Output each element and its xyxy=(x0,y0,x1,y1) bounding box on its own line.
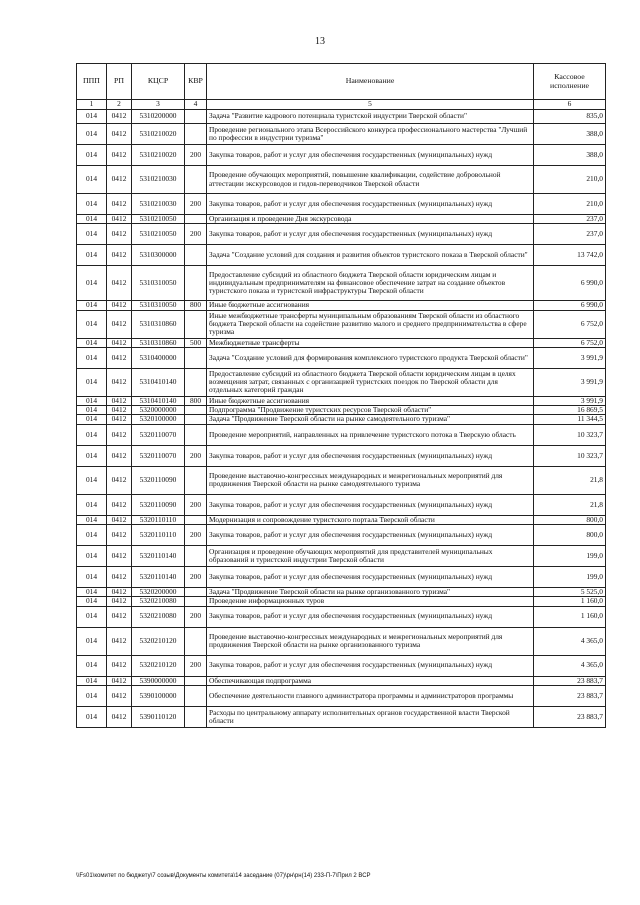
cell-kcsr: 5310210050 xyxy=(132,215,185,224)
table-row xyxy=(77,110,606,124)
cell-ppp: 014 xyxy=(77,245,107,266)
table-row xyxy=(77,194,606,215)
cell-kcsr: 5320110110 xyxy=(132,524,185,545)
cell-kcsr: 5320210080 xyxy=(132,606,185,627)
table-row xyxy=(77,685,606,706)
table-row xyxy=(77,606,606,627)
cell-kvr: 800 xyxy=(185,301,207,310)
cell-name: Проведение выставочно-конгрессных международных и межрегиональных мероприятий для продвижения Тверской области на рынке организованного туризма xyxy=(207,627,534,655)
cell-amount: 237,0 xyxy=(534,224,606,245)
cell-kcsr: 5390100000 xyxy=(132,685,185,706)
cell-name: Расходы по центральному аппарату исполнительных органов государственной власти Тверской области xyxy=(207,706,534,727)
cell-rp: 0412 xyxy=(107,566,132,587)
cell-amount: 388,0 xyxy=(534,145,606,166)
cell-rp: 0412 xyxy=(107,245,132,266)
cell-kvr: 800 xyxy=(185,396,207,405)
table-row xyxy=(77,368,606,396)
cell-name: Задача "Создание условий для создания и развития объектов туристского показа в Тверской области" xyxy=(207,245,534,266)
cell-amount: 4 365,0 xyxy=(534,655,606,676)
cell-rp: 0412 xyxy=(107,627,132,655)
cell-kcsr: 5320110090 xyxy=(132,466,185,494)
cell-kcsr: 5320110070 xyxy=(132,424,185,445)
cell-ppp: 014 xyxy=(77,445,107,466)
table-row xyxy=(77,396,606,405)
cell-kvr xyxy=(185,245,207,266)
budget-execution-table xyxy=(76,63,606,728)
cell-kcsr: 5310200000 xyxy=(132,110,185,124)
cell-ppp: 014 xyxy=(77,466,107,494)
cell-name: Закупка товаров, работ и услуг для обеспечения государственных (муниципальных) нужд xyxy=(207,606,534,627)
cell-amount: 6 990,0 xyxy=(534,301,606,310)
table-row xyxy=(77,597,606,606)
cell-rp: 0412 xyxy=(107,545,132,566)
cell-kvr xyxy=(185,597,207,606)
cell-rp: 0412 xyxy=(107,124,132,145)
cell-amount: 21,8 xyxy=(534,466,606,494)
cell-rp: 0412 xyxy=(107,424,132,445)
cell-kcsr: 5310300000 xyxy=(132,245,185,266)
cell-ppp: 014 xyxy=(77,597,107,606)
cell-kvr xyxy=(185,676,207,685)
cell-amount: 800,0 xyxy=(534,524,606,545)
cell-name: Обеспечение деятельности главного администратора программы и администраторов программы xyxy=(207,685,534,706)
cell-rp: 0412 xyxy=(107,524,132,545)
column-number: 1 xyxy=(77,100,107,110)
cell-name: Закупка товаров, работ и услуг для обеспечения государственных (муниципальных) нужд xyxy=(207,445,534,466)
cell-kcsr: 5310310050 xyxy=(132,266,185,301)
cell-rp: 0412 xyxy=(107,445,132,466)
cell-ppp: 014 xyxy=(77,215,107,224)
table-row xyxy=(77,145,606,166)
cell-amount: 21,8 xyxy=(534,494,606,515)
cell-kvr xyxy=(185,587,207,596)
cell-amount: 3 991,9 xyxy=(534,368,606,396)
cell-ppp: 014 xyxy=(77,685,107,706)
cell-name: Обеспечивающая подпрограмма xyxy=(207,676,534,685)
cell-ppp: 014 xyxy=(77,338,107,347)
cell-amount: 23 883,7 xyxy=(534,676,606,685)
column-number: 2 xyxy=(107,100,132,110)
cell-ppp: 014 xyxy=(77,166,107,194)
header-kvr: КВР xyxy=(185,64,207,100)
table-row xyxy=(77,494,606,515)
cell-rp: 0412 xyxy=(107,494,132,515)
cell-kvr xyxy=(185,406,207,415)
cell-kvr xyxy=(185,627,207,655)
cell-kcsr: 5310210020 xyxy=(132,124,185,145)
cell-name: Закупка товаров, работ и услуг для обеспечения государственных (муниципальных) нужд xyxy=(207,566,534,587)
table-row xyxy=(77,215,606,224)
cell-ppp: 014 xyxy=(77,406,107,415)
cell-ppp: 014 xyxy=(77,194,107,215)
cell-ppp: 014 xyxy=(77,310,107,338)
cell-amount: 199,0 xyxy=(534,545,606,566)
cell-ppp: 014 xyxy=(77,266,107,301)
table-row xyxy=(77,706,606,727)
cell-kcsr: 5310310860 xyxy=(132,338,185,347)
cell-rp: 0412 xyxy=(107,406,132,415)
cell-name: Проведение регионального этапа Всероссийского конкурса профессионального мастерства "Лучший по профессии в индустрии туризма" xyxy=(207,124,534,145)
cell-amount: 1 160,0 xyxy=(534,597,606,606)
cell-rp: 0412 xyxy=(107,310,132,338)
cell-rp: 0412 xyxy=(107,301,132,310)
cell-kcsr: 5310210030 xyxy=(132,166,185,194)
cell-name: Проведение обучающих мероприятий, повышение квалификации, содействие добровольной аттестации экскурсоводов и гидов-переводчиков Тверской области xyxy=(207,166,534,194)
cell-ppp: 014 xyxy=(77,587,107,596)
cell-kcsr: 5320210080 xyxy=(132,597,185,606)
cell-kcsr: 5320100000 xyxy=(132,415,185,424)
cell-kvr xyxy=(185,424,207,445)
header-kcsr: КЦСР xyxy=(132,64,185,100)
cell-kvr xyxy=(185,515,207,524)
cell-kvr: 200 xyxy=(185,224,207,245)
cell-amount: 6 752,0 xyxy=(534,338,606,347)
cell-amount: 237,0 xyxy=(534,215,606,224)
cell-kvr xyxy=(185,466,207,494)
header-rp: РП xyxy=(107,64,132,100)
cell-kvr xyxy=(185,347,207,368)
table-row xyxy=(77,347,606,368)
cell-name: Закупка товаров, работ и услуг для обеспечения государственных (муниципальных) нужд xyxy=(207,494,534,515)
cell-name: Организация и проведение Дня экскурсовода xyxy=(207,215,534,224)
cell-kcsr: 5320210120 xyxy=(132,627,185,655)
cell-ppp: 014 xyxy=(77,124,107,145)
table-row xyxy=(77,515,606,524)
column-number: 4 xyxy=(185,100,207,110)
cell-kcsr: 5390110120 xyxy=(132,706,185,727)
cell-kvr: 200 xyxy=(185,445,207,466)
cell-kcsr: 5320110110 xyxy=(132,515,185,524)
cell-name: Иные бюджетные ассигнования xyxy=(207,301,534,310)
cell-rp: 0412 xyxy=(107,110,132,124)
cell-kcsr: 5320110070 xyxy=(132,445,185,466)
cell-name: Закупка товаров, работ и услуг для обеспечения государственных (муниципальных) нужд xyxy=(207,224,534,245)
cell-kcsr: 5320110140 xyxy=(132,566,185,587)
cell-kcsr: 5320110090 xyxy=(132,494,185,515)
table-row xyxy=(77,627,606,655)
cell-amount: 4 365,0 xyxy=(534,627,606,655)
cell-amount: 23 883,7 xyxy=(534,706,606,727)
cell-amount: 10 323,7 xyxy=(534,424,606,445)
cell-amount: 210,0 xyxy=(534,166,606,194)
cell-kcsr: 5320000000 xyxy=(132,406,185,415)
table-row xyxy=(77,338,606,347)
cell-amount: 1 160,0 xyxy=(534,606,606,627)
cell-name: Закупка товаров, работ и услуг для обеспечения государственных (муниципальных) нужд xyxy=(207,194,534,215)
cell-amount: 3 991,9 xyxy=(534,396,606,405)
cell-amount: 5 525,0 xyxy=(534,587,606,596)
cell-amount: 16 869,5 xyxy=(534,406,606,415)
footer-file-path: \\Fs01\комитет по бюджету\7 созыв\Документы комитета\14 заседание (07)\рн\рн(14) 233-П-7\Прил 2 ВСР xyxy=(76,873,371,879)
table-row xyxy=(77,406,606,415)
cell-kvr xyxy=(185,545,207,566)
table-row xyxy=(77,676,606,685)
cell-rp: 0412 xyxy=(107,655,132,676)
header-row xyxy=(77,64,606,100)
column-number: 5 xyxy=(207,100,534,110)
cell-kcsr: 5310310050 xyxy=(132,301,185,310)
cell-name: Предоставление субсидий из областного бюджета Тверской области юридическим лицам в целях возмещения затрат, связанных с организацией туристских поездок по Тверской области для отдельных категорий граждан xyxy=(207,368,534,396)
cell-rp: 0412 xyxy=(107,224,132,245)
cell-kcsr: 5320110140 xyxy=(132,545,185,566)
table-row xyxy=(77,310,606,338)
cell-amount: 388,0 xyxy=(534,124,606,145)
cell-kvr xyxy=(185,266,207,301)
cell-amount: 835,0 xyxy=(534,110,606,124)
cell-kcsr: 5310410140 xyxy=(132,368,185,396)
cell-rp: 0412 xyxy=(107,676,132,685)
cell-name: Проведение выставочно-конгрессных международных и межрегиональных мероприятий для продвижения Тверской области на рынке самодеятельного туризма xyxy=(207,466,534,494)
cell-ppp: 014 xyxy=(77,347,107,368)
cell-amount: 199,0 xyxy=(534,566,606,587)
cell-name: Модернизация и сопровождение туристского портала Тверской области xyxy=(207,515,534,524)
cell-kvr: 200 xyxy=(185,606,207,627)
cell-name: Закупка товаров, работ и услуг для обеспечения государственных (муниципальных) нужд xyxy=(207,524,534,545)
cell-name: Закупка товаров, работ и услуг для обеспечения государственных (муниципальных) нужд xyxy=(207,655,534,676)
cell-kvr: 200 xyxy=(185,145,207,166)
cell-kvr xyxy=(185,166,207,194)
cell-amount: 6 990,0 xyxy=(534,266,606,301)
cell-rp: 0412 xyxy=(107,166,132,194)
cell-ppp: 014 xyxy=(77,627,107,655)
cell-name: Организация и проведение обучающих мероприятий для представителей муниципальных образований и туристской индустрии Тверской области xyxy=(207,545,534,566)
cell-kvr xyxy=(185,310,207,338)
table-row xyxy=(77,166,606,194)
cell-kvr: 200 xyxy=(185,494,207,515)
table-row xyxy=(77,124,606,145)
column-number: 3 xyxy=(132,100,185,110)
table-row xyxy=(77,415,606,424)
cell-ppp: 014 xyxy=(77,368,107,396)
cell-kvr: 200 xyxy=(185,194,207,215)
table-row xyxy=(77,224,606,245)
cell-ppp: 014 xyxy=(77,301,107,310)
cell-rp: 0412 xyxy=(107,415,132,424)
cell-ppp: 014 xyxy=(77,566,107,587)
header-name: Наименование xyxy=(207,64,534,100)
cell-kvr: 200 xyxy=(185,655,207,676)
cell-rp: 0412 xyxy=(107,266,132,301)
column-number: 6 xyxy=(534,100,606,110)
table-row xyxy=(77,245,606,266)
cell-kvr xyxy=(185,124,207,145)
cell-amount: 3 991,9 xyxy=(534,347,606,368)
cell-ppp: 014 xyxy=(77,110,107,124)
cell-name: Проведение мероприятий, направленных на привлечение туристского потока в Тверскую область xyxy=(207,424,534,445)
cell-kvr: 200 xyxy=(185,524,207,545)
table-body xyxy=(77,110,606,728)
cell-ppp: 014 xyxy=(77,424,107,445)
cell-kvr: 200 xyxy=(185,566,207,587)
cell-rp: 0412 xyxy=(107,466,132,494)
cell-amount: 13 742,0 xyxy=(534,245,606,266)
cell-name: Проведение информационных туров xyxy=(207,597,534,606)
page-number: 13 xyxy=(315,36,325,47)
cell-rp: 0412 xyxy=(107,347,132,368)
cell-ppp: 014 xyxy=(77,655,107,676)
table-row xyxy=(77,266,606,301)
cell-name: Иные бюджетные ассигнования xyxy=(207,396,534,405)
cell-rp: 0412 xyxy=(107,396,132,405)
cell-kcsr: 5310400000 xyxy=(132,347,185,368)
cell-rp: 0412 xyxy=(107,606,132,627)
cell-kcsr: 5310210020 xyxy=(132,145,185,166)
table-row xyxy=(77,466,606,494)
cell-ppp: 014 xyxy=(77,545,107,566)
cell-rp: 0412 xyxy=(107,685,132,706)
cell-ppp: 014 xyxy=(77,145,107,166)
cell-name: Задача "Продвижение Тверской области на рынке самодеятельного туризма" xyxy=(207,415,534,424)
table-row xyxy=(77,424,606,445)
cell-ppp: 014 xyxy=(77,706,107,727)
cell-rp: 0412 xyxy=(107,587,132,596)
cell-name: Подпрограмма "Продвижение туристских ресурсов Тверской области" xyxy=(207,406,534,415)
cell-amount: 11 344,5 xyxy=(534,415,606,424)
cell-amount: 6 752,0 xyxy=(534,310,606,338)
table-row xyxy=(77,524,606,545)
cell-name: Предоставление субсидий из областного бюджета Тверской области юридическим лицам и индивидуальным предпринимателям на финансовое обеспечение затрат на создание объектов туристского показа и туристской инфраструктуры Тверской области xyxy=(207,266,534,301)
cell-rp: 0412 xyxy=(107,597,132,606)
cell-ppp: 014 xyxy=(77,224,107,245)
cell-rp: 0412 xyxy=(107,515,132,524)
cell-rp: 0412 xyxy=(107,706,132,727)
cell-kvr xyxy=(185,110,207,124)
cell-rp: 0412 xyxy=(107,368,132,396)
cell-ppp: 014 xyxy=(77,494,107,515)
cell-ppp: 014 xyxy=(77,524,107,545)
cell-name: Задача "Создание условий для формирования комплексного туристского продукта Тверской области" xyxy=(207,347,534,368)
cell-kvr xyxy=(185,415,207,424)
cell-ppp: 014 xyxy=(77,515,107,524)
cell-kcsr: 5390000000 xyxy=(132,676,185,685)
cell-ppp: 014 xyxy=(77,396,107,405)
cell-kcsr: 5310310860 xyxy=(132,310,185,338)
cell-kvr xyxy=(185,706,207,727)
header-ppp: ППП xyxy=(77,64,107,100)
cell-ppp: 014 xyxy=(77,606,107,627)
cell-name: Иные межбюджетные трансферты муниципальным образованиям Тверской области из областного бюджета Тверской области на содействие развитию малого и среднего предпринимательства в сфере туризма xyxy=(207,310,534,338)
cell-name: Задача "Продвижение Тверской области на рынке организованного туризма" xyxy=(207,587,534,596)
cell-rp: 0412 xyxy=(107,338,132,347)
cell-kcsr: 5310210050 xyxy=(132,224,185,245)
header-amount: Кассовое исполнение xyxy=(534,64,606,100)
cell-rp: 0412 xyxy=(107,215,132,224)
table-row xyxy=(77,301,606,310)
cell-amount: 210,0 xyxy=(534,194,606,215)
cell-kvr: 500 xyxy=(185,338,207,347)
cell-kcsr: 5320200000 xyxy=(132,587,185,596)
cell-amount: 23 883,7 xyxy=(534,685,606,706)
cell-kcsr: 5310410140 xyxy=(132,396,185,405)
cell-kvr xyxy=(185,215,207,224)
cell-kvr xyxy=(185,685,207,706)
cell-name: Задача "Развитие кадрового потенциала туристской индустрии Тверской области" xyxy=(207,110,534,124)
table-row xyxy=(77,545,606,566)
cell-rp: 0412 xyxy=(107,194,132,215)
table-row xyxy=(77,566,606,587)
cell-kvr xyxy=(185,368,207,396)
cell-name: Межбюджетные трансферты xyxy=(207,338,534,347)
cell-ppp: 014 xyxy=(77,676,107,685)
column-number-row xyxy=(77,100,606,110)
cell-ppp: 014 xyxy=(77,415,107,424)
cell-amount: 10 323,7 xyxy=(534,445,606,466)
cell-rp: 0412 xyxy=(107,145,132,166)
cell-kcsr: 5320210120 xyxy=(132,655,185,676)
table-row xyxy=(77,655,606,676)
cell-amount: 800,0 xyxy=(534,515,606,524)
table-row xyxy=(77,445,606,466)
table-row xyxy=(77,587,606,596)
cell-kcsr: 5310210030 xyxy=(132,194,185,215)
cell-name: Закупка товаров, работ и услуг для обеспечения государственных (муниципальных) нужд xyxy=(207,145,534,166)
